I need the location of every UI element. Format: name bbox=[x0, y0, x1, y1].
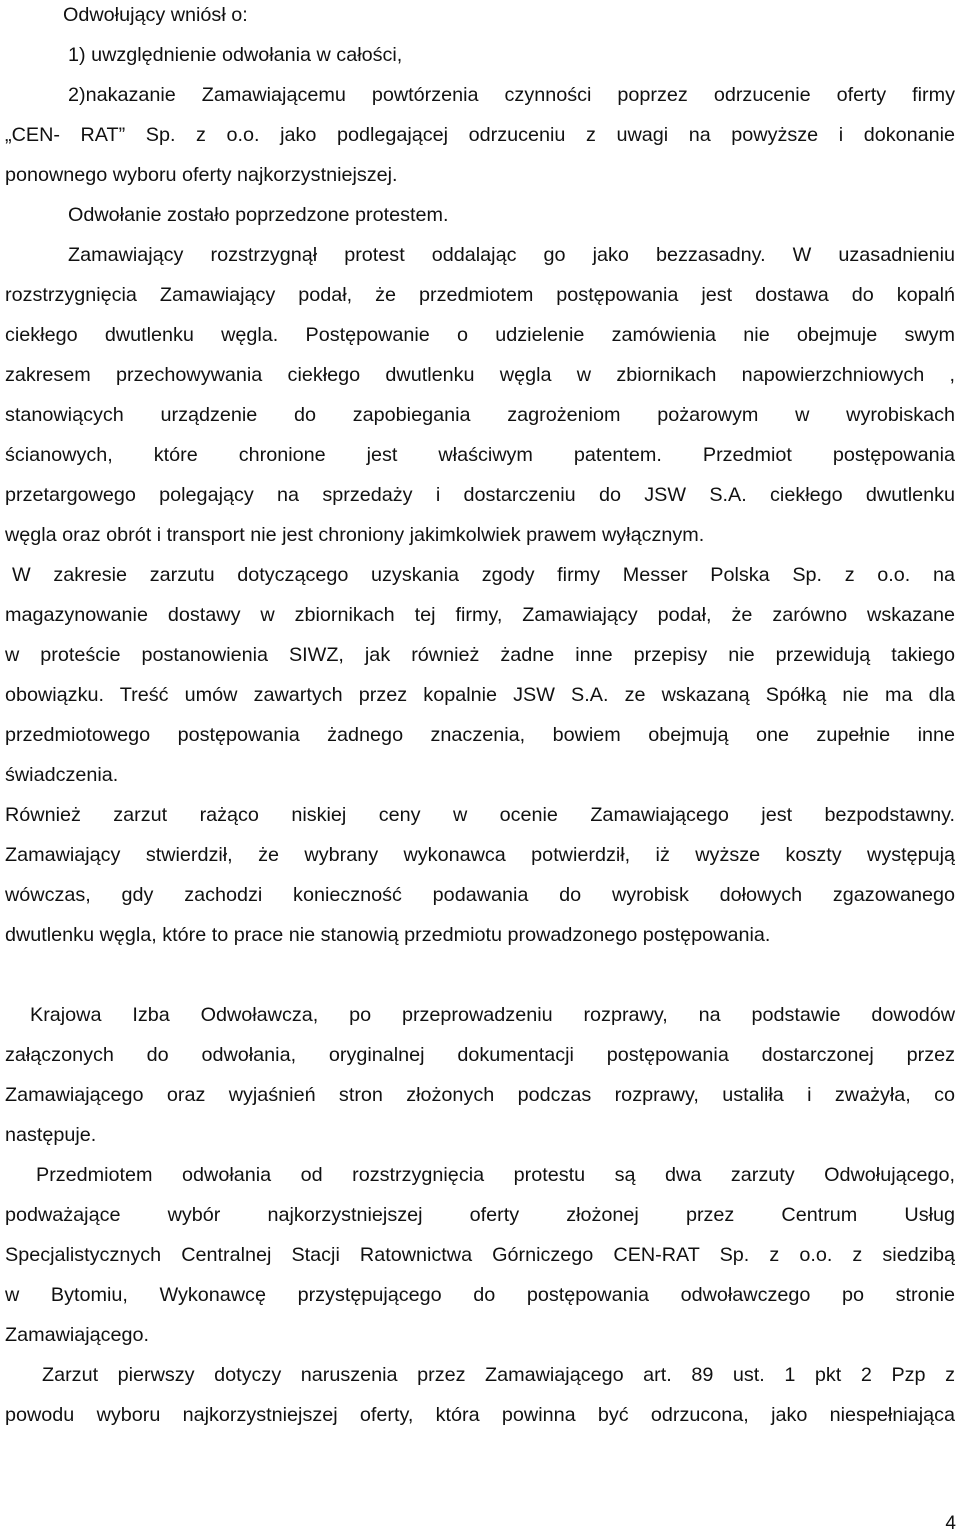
text-line-29: Przedmiotem odwołania od rozstrzygnięcia protestu są dwa zarzuty Odwołującego, bbox=[36, 1164, 955, 1186]
text-line-34: Zarzut pierwszy dotyczy naruszenia przez Zamawiającego art. 89 ust. 1 pkt 2 Pzp z bbox=[42, 1364, 955, 1386]
text-line-23: wówczas, gdy zachodzi konieczność podawania do wyrobisk dołowych zgazowanego bbox=[5, 884, 955, 906]
text-line-11: stanowiących urządzenie do zapobiegania zagrożeniom pożarowym w wyrobiskach bbox=[5, 404, 955, 426]
text-line-26: załączonych do odwołania, oryginalnej dokumentacji postępowania dostarczonej przez bbox=[5, 1044, 955, 1066]
text-line-19: przedmiotowego postępowania żadnego znaczenia, bowiem obejmują one zupełnie inne bbox=[5, 724, 955, 746]
text-line-24: dwutlenku węgla, które to prace nie stanowią przedmiotu prowadzonego postępowania. bbox=[5, 924, 771, 946]
text-line-33: Zamawiającego. bbox=[5, 1324, 150, 1346]
text-line-16: magazynowanie dostawy w zbiornikach tej firmy, Zamawiający podał, że zarówno wskazane bbox=[5, 604, 955, 626]
text-line-14: węgla oraz obrót i transport nie jest chroniony jakimkolwiek prawem wyłącznym. bbox=[5, 524, 705, 546]
text-line-13: przetargowego polegający na sprzedaży i dostarczeniu do JSW S.A. ciekłego dwutlenku bbox=[5, 484, 955, 506]
text-line-8: rozstrzygnięcia Zamawiający podał, że przedmiotem postępowania jest dostawa do kopalń bbox=[5, 284, 955, 306]
text-line-25: Krajowa Izba Odwoławcza, po przeprowadzeniu rozprawy, na podstawie dowodów bbox=[30, 1004, 955, 1026]
text-line-21: Również zarzut rażąco niskiej ceny w ocenie Zamawiającego jest bezpodstawny. bbox=[5, 804, 955, 826]
text-line-10: zakresem przechowywania ciekłego dwutlenku węgla w zbiornikach napowierzchniowych , bbox=[5, 364, 955, 386]
text-line-35: powodu wyboru najkorzystniejszej oferty, która powinna być odrzucona, jako niespełniająca bbox=[5, 1404, 955, 1426]
text-line-32: w Bytomiu, Wykonawcę przystępującego do postępowania odwoławczego po stronie bbox=[5, 1284, 955, 1306]
text-line-5: ponownego wyboru oferty najkorzystniejszej. bbox=[5, 164, 398, 186]
text-line-30: podważające wybór najkorzystniejszej oferty złożonej przez Centrum Usług bbox=[5, 1204, 955, 1226]
text-line-28: następuje. bbox=[5, 1124, 97, 1146]
text-line-15: W zakresie zarzutu dotyczącego uzyskania zgody firmy Messer Polska Sp. z o.o. na bbox=[12, 564, 955, 586]
text-line-18: obowiązku. Treść umów zawartych przez kopalnie JSW S.A. ze wskazaną Spółką nie ma dla bbox=[5, 684, 955, 706]
page-number: 4 bbox=[945, 1513, 956, 1534]
text-line-31: Specjalistycznych Centralnej Stacji Ratownictwa Górniczego CEN-RAT Sp. z o.o. z siedzibą bbox=[5, 1244, 955, 1266]
text-line-7: Zamawiający rozstrzygnął protest oddalając go jako bezzasadny. W uzasadnieniu bbox=[68, 244, 955, 266]
text-line-2: 1) uwzględnienie odwołania w całości, bbox=[68, 44, 403, 66]
text-line-17: w proteście postanowienia SIWZ, jak również żadne inne przepisy nie przewidują takiego bbox=[5, 644, 955, 666]
text-line-1: Odwołujący wniósł o: bbox=[63, 4, 248, 26]
text-line-12: ścianowych, które chronione jest właściwym patentem. Przedmiot postępowania bbox=[5, 444, 955, 466]
text-line-20: świadczenia. bbox=[5, 764, 119, 786]
text-line-4: „CEN- RAT” Sp. z o.o. jako podlegającej odrzuceniu z uwagi na powyższe i dokonanie bbox=[5, 124, 955, 146]
text-line-6: Odwołanie zostało poprzedzone protestem. bbox=[68, 204, 449, 226]
text-line-9: ciekłego dwutlenku węgla. Postępowanie o udzielenie zamówienia nie obejmuje swym bbox=[5, 324, 955, 346]
text-line-27: Zamawiającego oraz wyjaśnień stron złożonych podczas rozprawy, ustaliła i zważyła, co bbox=[5, 1084, 955, 1106]
text-line-3: 2)nakazanie Zamawiającemu powtórzenia czynności poprzez odrzucenie oferty firmy bbox=[68, 84, 955, 106]
text-line-22: Zamawiający stwierdził, że wybrany wykonawca potwierdził, iż wyższe koszty występują bbox=[5, 844, 955, 866]
